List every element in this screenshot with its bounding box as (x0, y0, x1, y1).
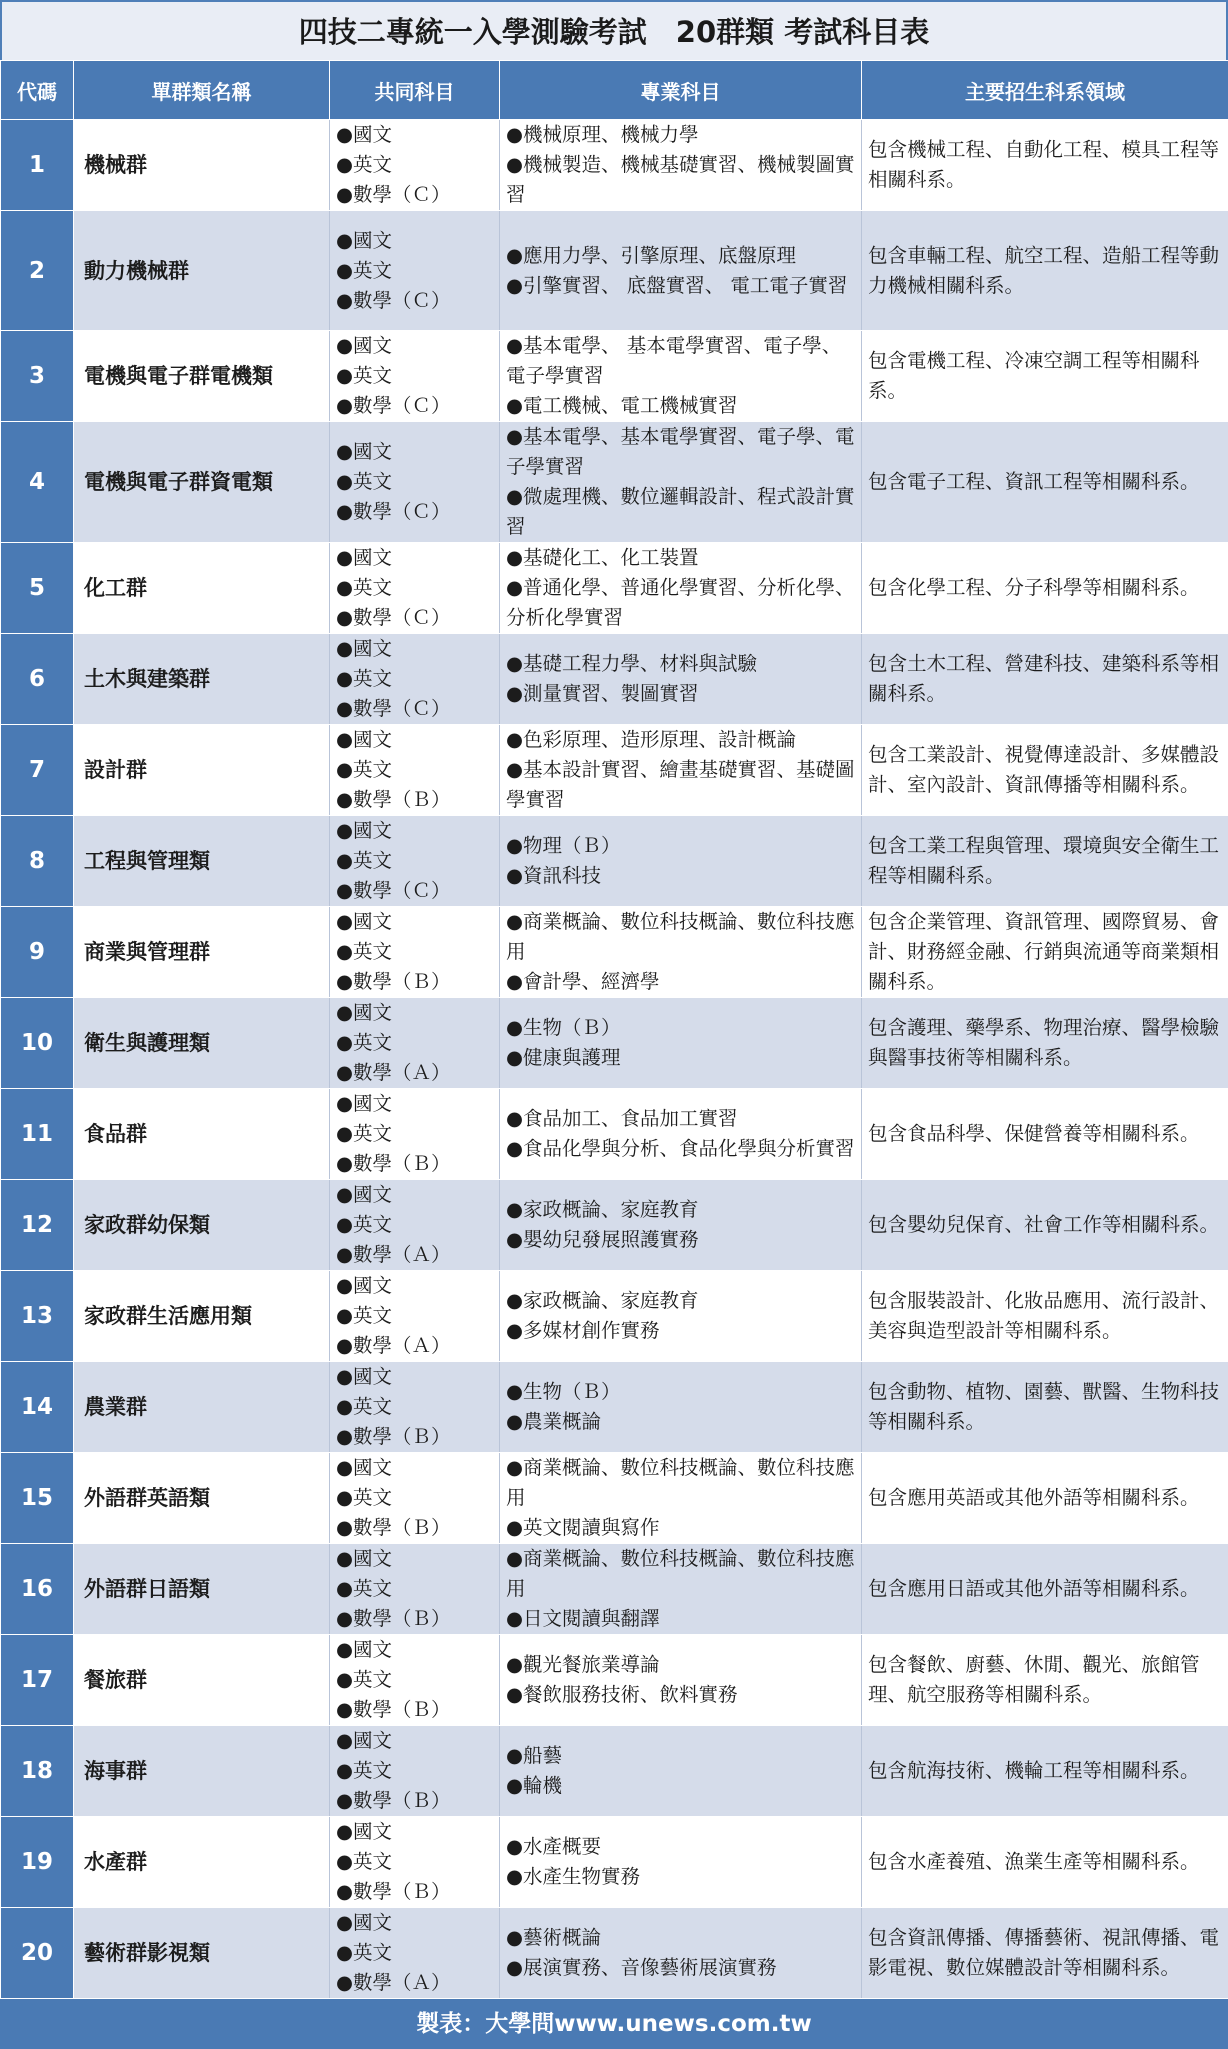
common-subject-item: ●國文 (336, 543, 493, 573)
common-subject-item: ●數學（Ａ） (336, 1240, 493, 1270)
group-name: 商業與管理群 (74, 907, 330, 998)
group-name: 外語群英語類 (74, 1453, 330, 1544)
group-code: 8 (1, 816, 74, 907)
common-subjects (330, 907, 500, 998)
major-subject-item: ●輪機 (506, 1771, 855, 1801)
common-subject-item: ●數學（Ａ） (336, 1968, 493, 1998)
common-subjects (330, 1362, 500, 1453)
department-fields: 包含食品科學、保健營養等相關科系。 (862, 1089, 1228, 1180)
department-fields: 包含服裝設計、化妝品應用、流行設計、美容與造型設計等相關科系。 (862, 1271, 1228, 1362)
major-subjects (500, 211, 862, 331)
header-major-subjects: 專業科目 (500, 61, 862, 120)
major-subjects (500, 1089, 862, 1180)
major-subjects (500, 331, 862, 422)
group-name: 農業群 (74, 1362, 330, 1453)
group-name: 機械群 (74, 120, 330, 211)
group-code: 18 (1, 1726, 74, 1817)
header-code: 代碼 (1, 61, 74, 120)
common-subject-item: ●英文 (336, 361, 493, 391)
major-subject-item: ●商業概論、數位科技概論、數位科技應用 (506, 1544, 855, 1604)
department-fields: 包含應用英語或其他外語等相關科系。 (862, 1453, 1228, 1544)
major-subject-item: ●嬰幼兒發展照護實務 (506, 1225, 855, 1255)
major-subject-item: ●引擎實習、 底盤實習、 電工電子實習 (506, 271, 855, 301)
table-row (1, 634, 1228, 725)
group-name: 工程與管理類 (74, 816, 330, 907)
major-subject-item: ●藝術概論 (506, 1923, 855, 1953)
common-subject-item: ●英文 (336, 1301, 493, 1331)
common-subject-item: ●國文 (336, 331, 493, 361)
major-subjects (500, 907, 862, 998)
common-subject-item: ●數學（Ｂ） (336, 785, 493, 815)
table-row (1, 1635, 1228, 1726)
common-subject-item: ●國文 (336, 1453, 493, 1483)
department-fields: 包含電機工程、冷凍空調工程等相關科系。 (862, 331, 1228, 422)
common-subject-item: ●國文 (336, 1089, 493, 1119)
common-subject-item: ●數學（Ｂ） (336, 967, 493, 997)
subject-table (0, 60, 1228, 1999)
common-subjects (330, 1271, 500, 1362)
table-row (1, 120, 1228, 211)
common-subject-item: ●國文 (336, 1908, 493, 1938)
common-subject-item: ●數學（Ｃ） (336, 876, 493, 906)
major-subject-item: ●應用力學、引擎原理、底盤原理 (506, 241, 855, 271)
major-subjects (500, 1908, 862, 1999)
major-subject-item: ●水產概要 (506, 1832, 855, 1862)
group-name: 土木與建築群 (74, 634, 330, 725)
major-subject-item: ●會計學、經濟學 (506, 967, 855, 997)
major-subject-item: ●基礎化工、化工裝置 (506, 543, 855, 573)
department-fields: 包含化學工程、分子科學等相關科系。 (862, 543, 1228, 634)
department-fields: 包含資訊傳播、傳播藝術、視訊傳播、電影電視、數位媒體設計等相關科系。 (862, 1908, 1228, 1999)
major-subject-item: ●基本電學、 基本電學實習、電子學、 電子學實習 (506, 331, 855, 391)
major-subject-item: ●多媒材創作實務 (506, 1316, 855, 1346)
group-code: 12 (1, 1180, 74, 1271)
major-subject-item: ●家政概論、家庭教育 (506, 1195, 855, 1225)
group-name: 外語群日語類 (74, 1544, 330, 1635)
group-code: 20 (1, 1908, 74, 1999)
common-subjects (330, 1817, 500, 1908)
common-subjects (330, 634, 500, 725)
major-subject-item: ●英文閱讀與寫作 (506, 1513, 855, 1543)
footer-credit: 製表：大學問www.unews.com.tw (0, 1999, 1228, 2049)
major-subjects (500, 1817, 862, 1908)
common-subjects (330, 422, 500, 543)
common-subject-item: ●數學（Ｃ） (336, 603, 493, 633)
common-subjects (330, 1453, 500, 1544)
common-subjects (330, 1089, 500, 1180)
major-subject-item: ●食品加工、食品加工實習 (506, 1104, 855, 1134)
group-name: 設計群 (74, 725, 330, 816)
group-code: 16 (1, 1544, 74, 1635)
common-subject-item: ●數學（Ｂ） (336, 1149, 493, 1179)
major-subjects (500, 422, 862, 543)
common-subject-item: ●英文 (336, 664, 493, 694)
common-subjects (330, 1180, 500, 1271)
major-subjects (500, 1180, 862, 1271)
major-subject-item: ●微處理機、數位邏輯設計、程式設計實習 (506, 482, 855, 542)
common-subject-item: ●國文 (336, 1544, 493, 1574)
table-row (1, 331, 1228, 422)
common-subject-item: ●數學（Ｂ） (336, 1513, 493, 1543)
department-fields: 包含企業管理、資訊管理、國際貿易、會計、財務經金融、行銷與流通等商業類相關科系。 (862, 907, 1228, 998)
group-name: 食品群 (74, 1089, 330, 1180)
common-subject-item: ●英文 (336, 150, 493, 180)
major-subject-item: ●機械製造、機械基礎實習、機械製圖實習 (506, 150, 855, 210)
page-title: 四技二專統一入學測驗考試 20群類 考試科目表 (0, 0, 1228, 60)
common-subject-item: ●國文 (336, 1271, 493, 1301)
table-row (1, 422, 1228, 543)
group-name: 化工群 (74, 543, 330, 634)
department-fields: 包含機械工程、自動化工程、模具工程等相關科系。 (862, 120, 1228, 211)
department-fields: 包含餐飲、廚藝、休閒、觀光、旅館管理、航空服務等相關科系。 (862, 1635, 1228, 1726)
major-subject-item: ●普通化學、普通化學實習、分析化學、分析化學實習 (506, 573, 855, 633)
common-subject-item: ●數學（Ａ） (336, 1331, 493, 1361)
major-subject-item: ●機械原理、機械力學 (506, 120, 855, 150)
department-fields: 包含護理、藥學系、物理治療、醫學檢驗與醫事技術等相關科系。 (862, 998, 1228, 1089)
common-subject-item: ●國文 (336, 1635, 493, 1665)
group-name: 電機與電子群電機類 (74, 331, 330, 422)
group-code: 15 (1, 1453, 74, 1544)
major-subject-item: ●水產生物實務 (506, 1862, 855, 1892)
common-subject-item: ●英文 (336, 256, 493, 286)
group-code: 6 (1, 634, 74, 725)
common-subject-item: ●數學（Ｃ） (336, 180, 493, 210)
major-subject-item: ●展演實務、音像藝術展演實務 (506, 1953, 855, 1983)
group-code: 13 (1, 1271, 74, 1362)
major-subject-item: ●農業概論 (506, 1407, 855, 1437)
group-name: 衛生與護理類 (74, 998, 330, 1089)
major-subjects (500, 725, 862, 816)
group-code: 3 (1, 331, 74, 422)
common-subject-item: ●英文 (336, 846, 493, 876)
major-subject-item: ●餐飲服務技術、飲料實務 (506, 1680, 855, 1710)
group-code: 11 (1, 1089, 74, 1180)
common-subject-item: ●國文 (336, 1726, 493, 1756)
common-subject-item: ●數學（Ｃ） (336, 694, 493, 724)
major-subject-item: ●基本電學、基本電學實習、電子學、電子學實習 (506, 422, 855, 482)
department-fields: 包含動物、植物、園藝、獸醫、生物科技等相關科系。 (862, 1362, 1228, 1453)
group-code: 1 (1, 120, 74, 211)
table-row (1, 998, 1228, 1089)
common-subjects (330, 1635, 500, 1726)
group-code: 19 (1, 1817, 74, 1908)
major-subject-item: ●生物（Ｂ） (506, 1013, 855, 1043)
common-subject-item: ●英文 (336, 1210, 493, 1240)
table-row (1, 1817, 1228, 1908)
group-code: 7 (1, 725, 74, 816)
common-subject-item: ●國文 (336, 1180, 493, 1210)
major-subjects (500, 120, 862, 211)
group-code: 5 (1, 543, 74, 634)
major-subject-item: ●測量實習、製圖實習 (506, 679, 855, 709)
common-subjects (330, 725, 500, 816)
common-subject-item: ●英文 (336, 1756, 493, 1786)
group-name: 動力機械群 (74, 211, 330, 331)
major-subject-item: ●生物（Ｂ） (506, 1377, 855, 1407)
major-subject-item: ●食品化學與分析、食品化學與分析實習 (506, 1134, 855, 1164)
table-row (1, 1544, 1228, 1635)
major-subjects (500, 1362, 862, 1453)
group-name: 海事群 (74, 1726, 330, 1817)
common-subject-item: ●英文 (336, 937, 493, 967)
header-departments: 主要招生科系領域 (862, 61, 1228, 120)
table-row (1, 1180, 1228, 1271)
common-subject-item: ●英文 (336, 573, 493, 603)
common-subjects (330, 211, 500, 331)
major-subject-item: ●物理（Ｂ） (506, 831, 855, 861)
major-subject-item: ●基本設計實習、繪畫基礎實習、基礎圖學實習 (506, 755, 855, 815)
table-row (1, 1362, 1228, 1453)
common-subjects (330, 1908, 500, 1999)
table-row (1, 543, 1228, 634)
common-subject-item: ●英文 (336, 1938, 493, 1968)
major-subject-item: ●船藝 (506, 1741, 855, 1771)
common-subject-item: ●英文 (336, 1483, 493, 1513)
common-subject-item: ●數學（Ｃ） (336, 497, 493, 527)
table-row (1, 1726, 1228, 1817)
table-row (1, 211, 1228, 331)
common-subject-item: ●數學（Ｂ） (336, 1877, 493, 1907)
table-row (1, 725, 1228, 816)
group-code: 9 (1, 907, 74, 998)
major-subjects (500, 1271, 862, 1362)
group-name: 家政群生活應用類 (74, 1271, 330, 1362)
department-fields: 包含水產養殖、漁業生產等相關科系。 (862, 1817, 1228, 1908)
group-code: 10 (1, 998, 74, 1089)
common-subjects (330, 816, 500, 907)
common-subject-item: ●數學（Ｃ） (336, 391, 493, 421)
department-fields: 包含嬰幼兒保育、社會工作等相關科系。 (862, 1180, 1228, 1271)
group-name: 水產群 (74, 1817, 330, 1908)
group-code: 4 (1, 422, 74, 543)
common-subject-item: ●國文 (336, 226, 493, 256)
major-subject-item: ●基礎工程力學、材料與試驗 (506, 649, 855, 679)
major-subject-item: ●色彩原理、造形原理、設計概論 (506, 725, 855, 755)
group-code: 17 (1, 1635, 74, 1726)
major-subjects (500, 816, 862, 907)
common-subject-item: ●英文 (336, 1119, 493, 1149)
major-subject-item: ●商業概論、數位科技概論、數位科技應用 (506, 1453, 855, 1513)
table-row (1, 1089, 1228, 1180)
major-subjects (500, 543, 862, 634)
common-subject-item: ●英文 (336, 1392, 493, 1422)
group-name: 電機與電子群資電類 (74, 422, 330, 543)
group-code: 2 (1, 211, 74, 331)
major-subject-item: ●商業概論、數位科技概論、數位科技應用 (506, 907, 855, 967)
header-group-name: 單群類名稱 (74, 61, 330, 120)
major-subjects (500, 1544, 862, 1635)
common-subjects (330, 998, 500, 1089)
common-subject-item: ●國文 (336, 725, 493, 755)
common-subjects (330, 1544, 500, 1635)
common-subject-item: ●國文 (336, 1362, 493, 1392)
group-code: 14 (1, 1362, 74, 1453)
major-subjects (500, 1726, 862, 1817)
common-subject-item: ●數學（Ｂ） (336, 1786, 493, 1816)
group-name: 餐旅群 (74, 1635, 330, 1726)
common-subject-item: ●英文 (336, 1847, 493, 1877)
common-subject-item: ●英文 (336, 1028, 493, 1058)
common-subject-item: ●英文 (336, 1574, 493, 1604)
department-fields: 包含土木工程、營建科技、建築科系等相關科系。 (862, 634, 1228, 725)
table-row (1, 816, 1228, 907)
common-subject-item: ●國文 (336, 437, 493, 467)
department-fields: 包含電子工程、資訊工程等相關科系。 (862, 422, 1228, 543)
major-subject-item: ●觀光餐旅業導論 (506, 1650, 855, 1680)
common-subject-item: ●國文 (336, 998, 493, 1028)
table-row (1, 1453, 1228, 1544)
common-subjects (330, 1726, 500, 1817)
major-subject-item: ●電工機械、電工機械實習 (506, 391, 855, 421)
major-subjects (500, 998, 862, 1089)
major-subject-item: ●家政概論、家庭教育 (506, 1286, 855, 1316)
common-subjects (330, 543, 500, 634)
department-fields: 包含車輛工程、航空工程、造船工程等動力機械相關科系。 (862, 211, 1228, 331)
common-subject-item: ●英文 (336, 1665, 493, 1695)
major-subject-item: ●健康與護理 (506, 1043, 855, 1073)
group-name: 家政群幼保類 (74, 1180, 330, 1271)
department-fields: 包含工業工程與管理、環境與安全衛生工程等相關科系。 (862, 816, 1228, 907)
table-row (1, 907, 1228, 998)
common-subject-item: ●國文 (336, 907, 493, 937)
major-subjects (500, 1453, 862, 1544)
common-subject-item: ●數學（Ｂ） (336, 1695, 493, 1725)
table-header-row (1, 61, 1228, 120)
common-subjects (330, 120, 500, 211)
common-subject-item: ●國文 (336, 816, 493, 846)
common-subject-item: ●國文 (336, 120, 493, 150)
common-subject-item: ●數學（Ｃ） (336, 286, 493, 316)
common-subject-item: ●英文 (336, 467, 493, 497)
major-subject-item: ●資訊科技 (506, 861, 855, 891)
common-subject-item: ●國文 (336, 634, 493, 664)
major-subjects (500, 1635, 862, 1726)
common-subject-item: ●數學（Ａ） (336, 1058, 493, 1088)
table-row (1, 1271, 1228, 1362)
department-fields: 包含應用日語或其他外語等相關科系。 (862, 1544, 1228, 1635)
major-subjects (500, 634, 862, 725)
common-subject-item: ●英文 (336, 755, 493, 785)
common-subject-item: ●數學（Ｂ） (336, 1422, 493, 1452)
group-name: 藝術群影視類 (74, 1908, 330, 1999)
common-subjects (330, 331, 500, 422)
major-subject-item: ●日文閱讀與翻譯 (506, 1604, 855, 1634)
header-common-subjects: 共同科目 (330, 61, 500, 120)
department-fields: 包含航海技術、機輪工程等相關科系。 (862, 1726, 1228, 1817)
common-subject-item: ●國文 (336, 1817, 493, 1847)
department-fields: 包含工業設計、視覺傳達設計、多媒體設計、室內設計、資訊傳播等相關科系。 (862, 725, 1228, 816)
common-subject-item: ●數學（Ｂ） (336, 1604, 493, 1634)
table-row (1, 1908, 1228, 1999)
